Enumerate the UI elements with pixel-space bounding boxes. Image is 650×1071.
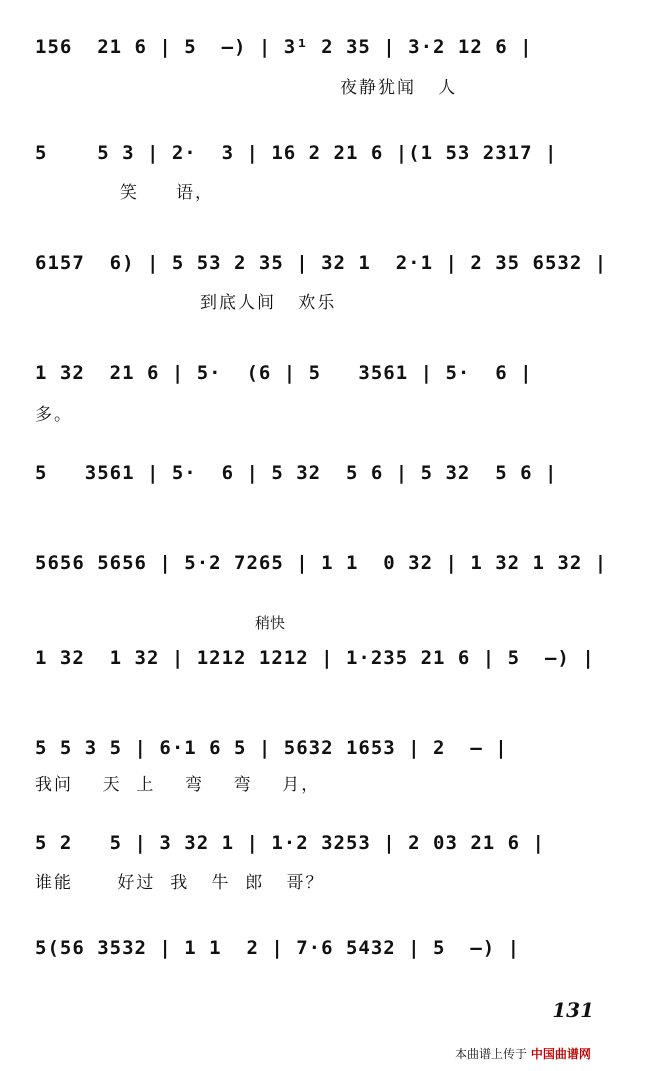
notes-line: 5656 5656 | 5·2 7265 | 1 1 0 32 | 1 32 1 32 |	[35, 552, 608, 574]
lyrics-line: 多。	[35, 405, 73, 425]
lyrics-line: 到底人间 欢乐	[200, 293, 337, 313]
footer-brand-link[interactable]: 中国曲谱网	[530, 1047, 591, 1061]
lyrics-line: 夜静犹闻 人	[340, 78, 458, 98]
notes-line: 1 32 21 6 | 5· (6 | 5 3561 | 5· 6 |	[35, 362, 533, 384]
notes-line: 156 21 6 | 5 —) | 3¹ 2 35 | 3·2 12 6 |	[35, 36, 533, 58]
notes-line: 6157 6) | 5 53 2 35 | 32 1 2·1 | 2 35 6532 |	[35, 252, 608, 274]
notes-line: 5 2 5 | 3 32 1 | 1·2 3253 | 2 03 21 6 |	[35, 832, 545, 854]
notes-line: 5 3561 | 5· 6 | 5 32 5 6 | 5 32 5 6 |	[35, 462, 558, 484]
notes-line: 5(56 3532 | 1 1 2 | 7·6 5432 | 5 —) |	[35, 937, 521, 959]
footer	[455, 1045, 591, 1062]
lyrics-line: 我问 天 上 弯 弯 月，	[35, 775, 321, 795]
notes-line: 5 5 3 5 | 6·1 6 5 | 5632 1653 | 2 — |	[35, 737, 508, 759]
tempo-marking: 稍快	[255, 614, 286, 632]
footer-text: 本曲谱上传于	[455, 1047, 528, 1061]
lyrics-line: 笑 语，	[120, 183, 215, 203]
lyrics-line: 谁能 好过 我 牛 郎 哥？	[35, 873, 325, 893]
notes-line: 1 32 1 32 | 1212 1212 | 1·235 21 6 | 5 —) |	[35, 647, 595, 669]
notes-line: 5 5 3 | 2· 3 | 16 2 21 6 |(1 53 2317 |	[35, 142, 558, 164]
page-number: 131	[552, 998, 594, 1022]
